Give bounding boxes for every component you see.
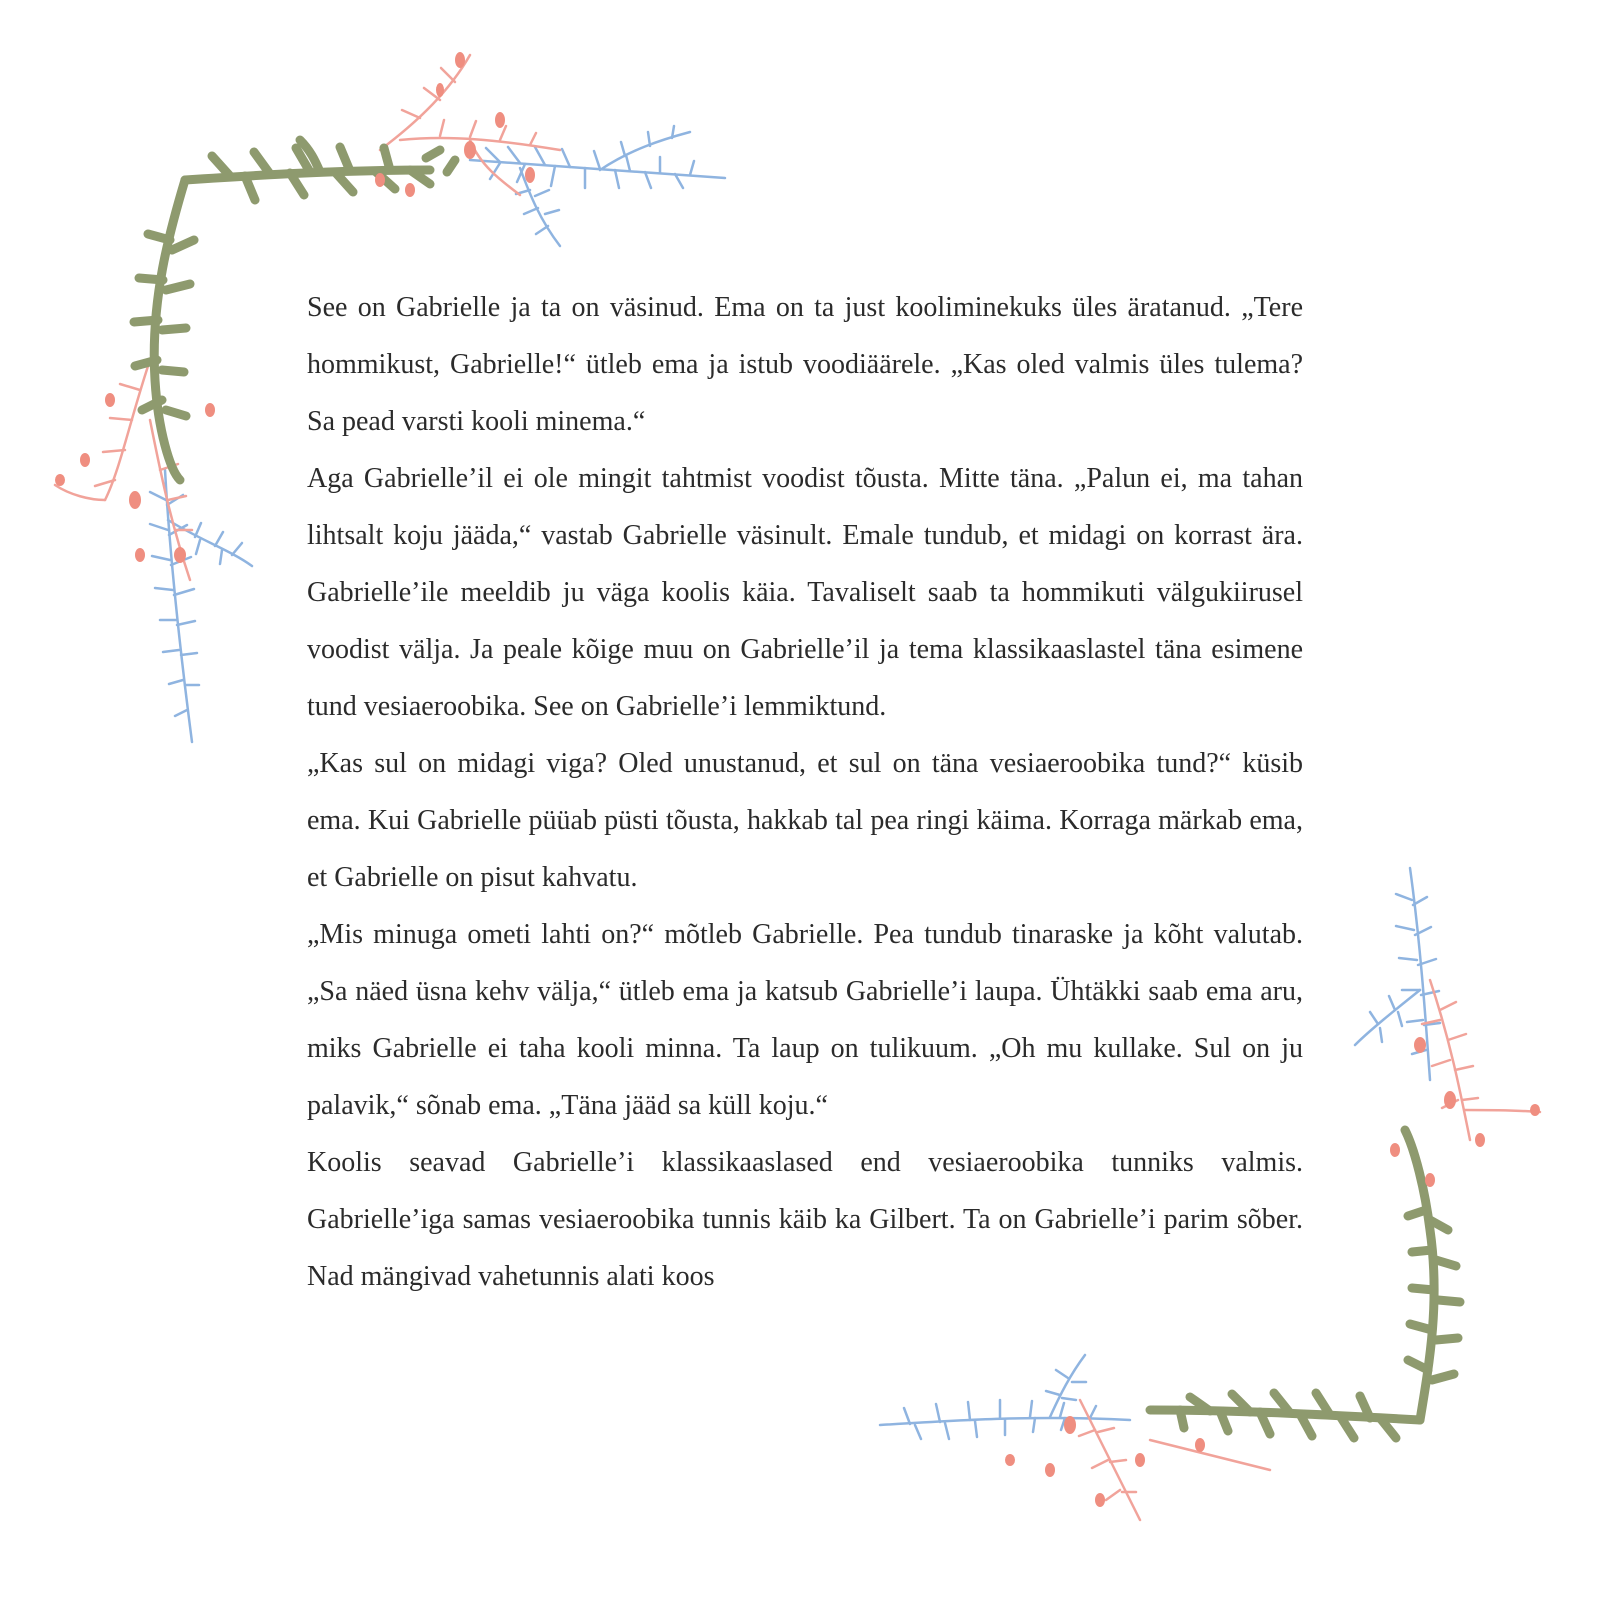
paragraph: Aga Gabrielle’il ei ole mingit tahtmist voodist tõusta. Mitte täna. „Palun ei, ma tahan lihtsalt koju jääda,“ vastab Gabrielle väsinult. Emale tundub, et midagi on korrast ära. Gabrielle’ile meeldib ju väga koolis käia. Tavaliselt saab ta hommikuti välgukiirusel voodist välja. Ja peale kõige muu on Gabrielle’il ja tema klassikaaslastel täna esimene tund vesiaeroobika. See on Gabrielle’i lemmiktund. (307, 463, 1303, 722)
blue-sprig-left (150, 470, 252, 742)
coral-sprig-bottom (1079, 1400, 1270, 1520)
blue-sprig-bottom (880, 1355, 1130, 1439)
paragraph: See on Gabrielle ja ta on väsinud. Ema on ta just kooliminekuks üles äratanud. „Tere hommikust, Gabrielle!“ ütleb ema ja istub voodiäärele. „Kas oled valmis üles tulema? Sa pead varsti kooli minema.“ (307, 292, 1303, 437)
coral-sprig-right (1422, 980, 1540, 1140)
coral-sprig-left (55, 360, 192, 580)
paragraph: Koolis seavad Gabrielle’i klassikaaslased end vesiaeroobika tunniks valmis. Gabrielle’iga samas vesiaeroobika tunnis käib ka Gilbert. Ta on Gabrielle’i parim sõber. Nad mängivad vahetunnis alati koos (307, 1147, 1303, 1292)
coral-sprig-top (380, 55, 560, 195)
paragraph: „Kas sul on midagi viga? Oled unustanud, et sul on täna vesiaeroobika tund?“ küsib ema. Kui Gabrielle püüab püsti tõusta, hakkab tal pea ringi käima. Korraga märkab ema, et Gabrielle on pisut kahvatu. (307, 748, 1303, 893)
blue-sprig-right (1355, 868, 1440, 1080)
story-text (307, 279, 1303, 1305)
paragraph: „Mis minuga ometi lahti on?“ mõtleb Gabrielle. Pea tundub tinaraske ja kõht valutab. „Sa näed üsna kehv välja,“ ütleb ema ja katsub Gabrielle’i laupa. Ühtäkki saab ema aru, miks Gabrielle ei taha kooli minna. Ta laup on tulikuum. „Oh mu kullake. Sul on ju palavik,“ sõnab ema. „Täna jääd sa küll koju.“ (307, 919, 1303, 1121)
blue-sprig-top (470, 126, 725, 246)
